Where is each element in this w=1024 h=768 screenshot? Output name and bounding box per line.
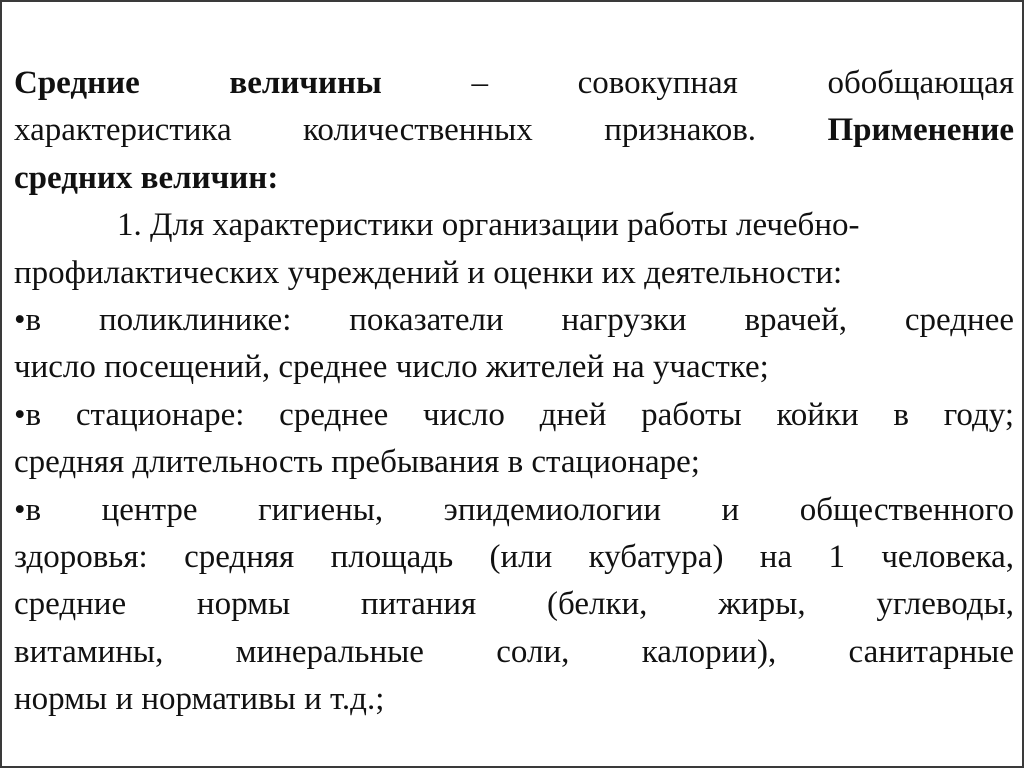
- bullet-hygiene-line-5: нормы и нормативы и т.д.;: [14, 681, 385, 718]
- bullet-hygiene-line-4: витамины, минеральные соли, калории), санитарные: [14, 633, 1014, 670]
- list-item-1: [14, 202, 1014, 297]
- definition-line-1: [14, 60, 1014, 107]
- list-item-1-tail: профилактических учреждений и оценки их деятельности:: [14, 254, 843, 291]
- bullet-hospital-line-2: средняя длительность пребывания в стационаре;: [14, 444, 700, 481]
- bullet-hygiene-line-1: •в центре гигиены, эпидемиологии и общественного: [14, 491, 1014, 528]
- bullet-hygiene-center: [14, 487, 1014, 724]
- definition-line-2: [14, 107, 1014, 154]
- slide-body: [14, 60, 1014, 724]
- application-heading-tail: средних величин:: [14, 159, 279, 196]
- definition-dash: –: [471, 65, 488, 101]
- definition-text-2: характеристика количественных признаков.: [14, 112, 757, 149]
- bullet-polyclinic: [14, 297, 1014, 392]
- bullet-hospital: [14, 392, 1014, 487]
- application-heading: Применение: [827, 112, 1015, 149]
- definition-term: Средние величины: [14, 65, 382, 101]
- bullet-hygiene-line-3: средние нормы питания (белки, жиры, углеводы,: [14, 586, 1014, 623]
- bullet-polyclinic-line-2: число посещений, среднее число жителей на участке;: [14, 349, 769, 386]
- bullet-hospital-line-1: •в стационаре: среднее число дней работы койки в году;: [14, 396, 1014, 433]
- bullet-hygiene-line-2: здоровья: средняя площадь (или кубатура) на 1 человека,: [14, 539, 1014, 576]
- definition-paragraph: [14, 60, 1014, 202]
- list-item-1-head: 1. Для характеристики организации работы лечебно-: [117, 207, 860, 244]
- definition-text-1: совокупная обобщающая: [577, 65, 1015, 101]
- bullet-polyclinic-line-1: •в поликлинике: показатели нагрузки врачей, среднее: [14, 302, 1014, 339]
